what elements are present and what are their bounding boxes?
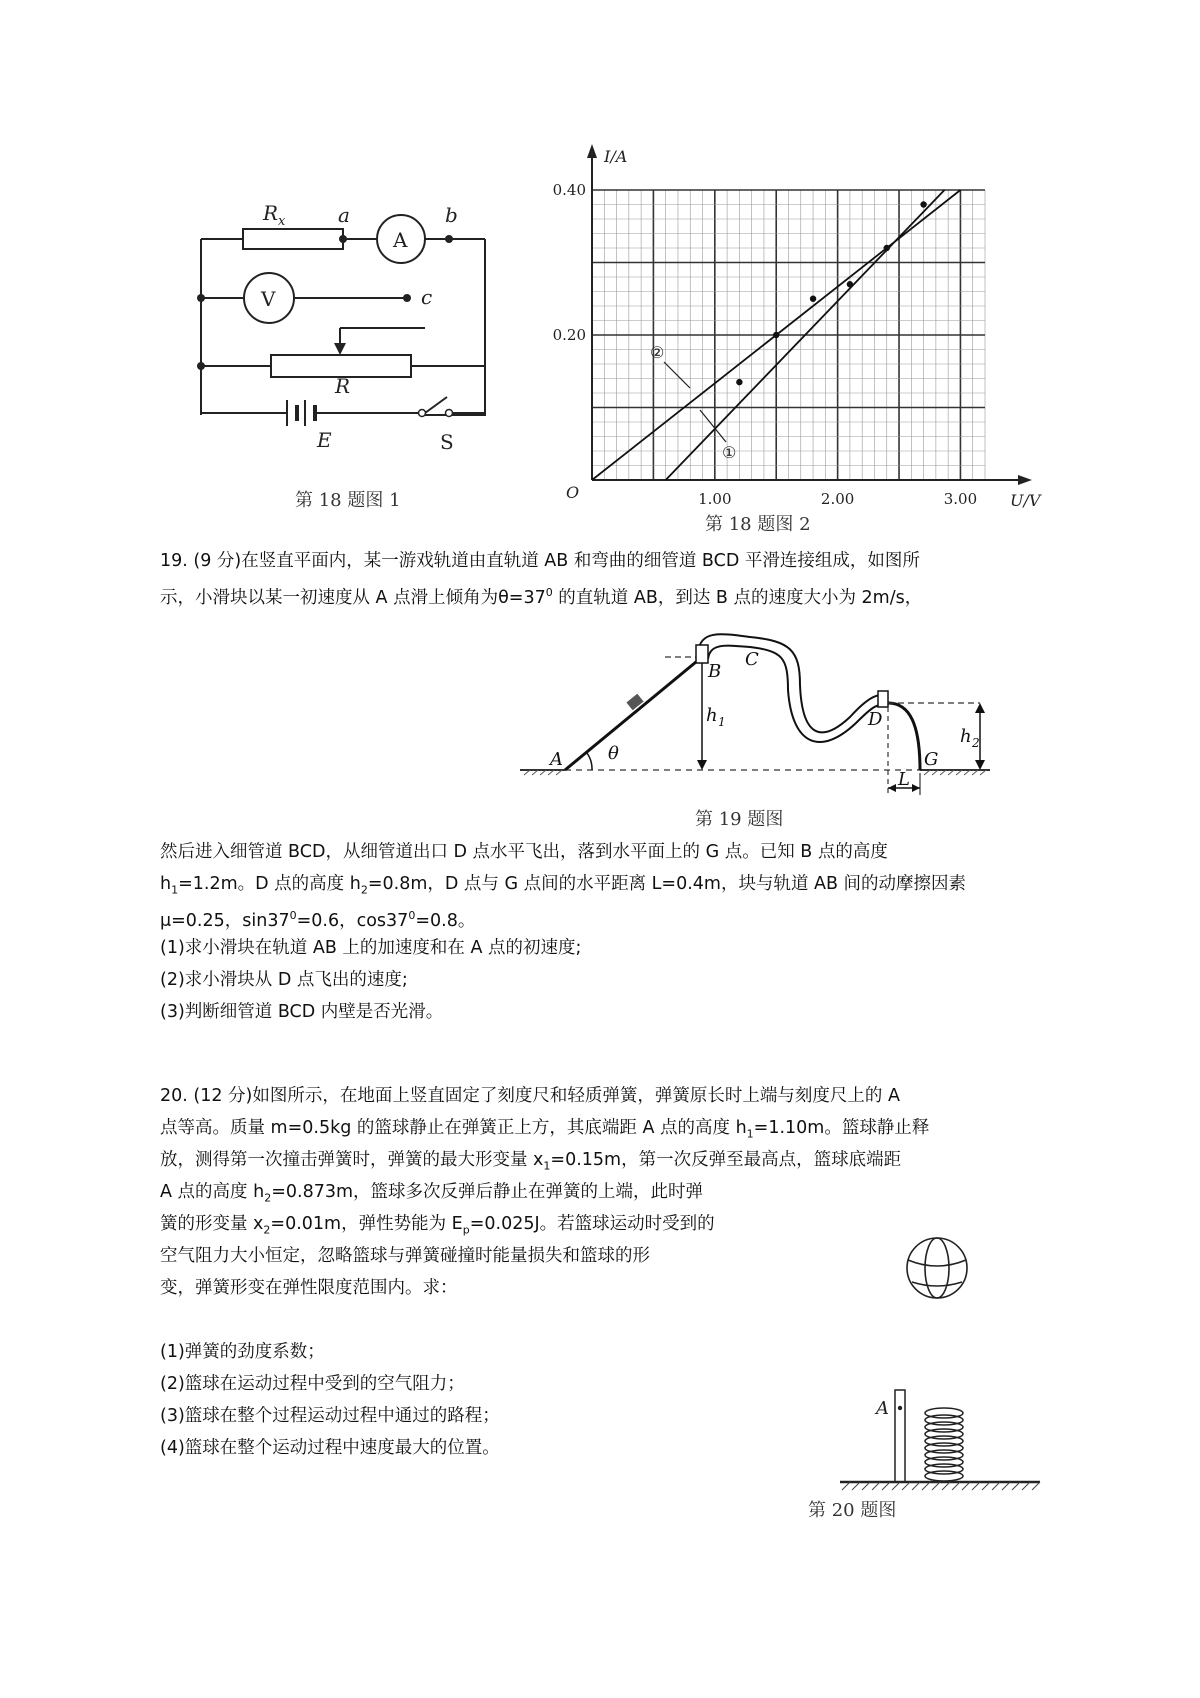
q20-sub2: (2)篮球在运动过程中受到的空气阻力； xyxy=(160,1374,465,1394)
q19-sub1: (1)求小滑块在轨道 AB 上的加速度和在 A 点的初速度; xyxy=(160,938,582,958)
data-point xyxy=(884,245,890,251)
label-B: B xyxy=(708,661,722,682)
x-tick-label: 2.00 xyxy=(820,490,855,508)
q20-sub4: (4)篮球在整个运动过程中速度最大的位置。 xyxy=(160,1438,500,1458)
label-h2: h xyxy=(960,726,972,747)
q20-sub3: (3)篮球在整个过程运动过程中通过的路程； xyxy=(160,1406,500,1426)
q20-line7: 变，弹簧形变在弹性限度范围内。求： xyxy=(160,1278,458,1298)
label-L: L xyxy=(898,769,910,790)
label-switch: S xyxy=(440,430,454,454)
label-rheostat: R xyxy=(335,374,351,398)
origin-label: O xyxy=(566,483,580,502)
figure-caption: 第 20 题图 xyxy=(808,1500,897,1521)
data-point xyxy=(773,332,779,338)
q20-line4: A 点的高度 $h_2=0.873m$，篮球多次反弹后静止在弹簧的上端，此时弹 xyxy=(160,1182,704,1205)
data-point xyxy=(736,379,742,385)
voltmeter-symbol: V xyxy=(261,287,276,311)
label-rx-sub: x xyxy=(278,214,286,229)
figure-caption: 第 18 题图 2 xyxy=(705,514,811,535)
data-point xyxy=(920,201,926,207)
ruler-icon xyxy=(895,1390,905,1482)
label-h1-sub: 1 xyxy=(718,715,726,729)
label-A: A xyxy=(550,749,563,770)
figure-caption: 第 19 题图 xyxy=(695,809,784,830)
q19-line3: 然后进入细管道 BCD，从细管道出口 D 点水平飞出，落到水平面上的 G 点。已知 B 点的高度 xyxy=(160,842,888,862)
spring-icon xyxy=(925,1408,963,1481)
label-emf: E xyxy=(317,428,332,452)
label-G: G xyxy=(924,749,939,770)
q20-line2: 点等高。质量 m=0.5kg 的篮球静止在弹簧正上方，其底端距 A 点的高度 $h_1=1.10m$。篮球静止释 xyxy=(160,1118,930,1141)
label-C: C xyxy=(745,649,759,670)
y-tick-label: 0.40 xyxy=(552,181,586,199)
q19-sub2: (2)求小滑块从 D 点飞出的速度; xyxy=(160,970,408,990)
q19-line2: 示，小滑块以某一初速度从 A 点滑上倾角为$\theta=37^0$ 的直轨道 AB，到达 B 点的速度大小为 2m/s， xyxy=(160,586,923,608)
data-point xyxy=(847,281,853,287)
basketball-icon xyxy=(907,1238,967,1298)
x-tick-label: 3.00 xyxy=(943,490,978,508)
ammeter-symbol: A xyxy=(393,228,408,252)
line-label-2: ② xyxy=(650,343,665,362)
circuit-diagram xyxy=(185,195,545,505)
q20-line1: 20. (12 分)如图所示，在地面上竖直固定了刻度尺和轻质弹簧，弹簧原长时上端与刻度尺上的 A xyxy=(160,1086,900,1106)
label-c: c xyxy=(421,285,433,309)
q20-line5: 簧的形变量 $x_2=0.01m$，弹性势能为 $E_p=0.025J$。若篮球运动时受到的 xyxy=(160,1214,715,1237)
q19-line4: $h_1=1.2m$。D 点的高度 $h_2=0.8m$，D 点与 G 点间的水平距离 L=0.4m，块与轨道 AB 间的动摩擦因素 xyxy=(160,874,967,897)
q19-line1: 19. (9 分)在竖直平面内，某一游戏轨道由直轨道 AB 和弯曲的细管道 BCD 平滑连接组成，如图所 xyxy=(160,551,920,571)
label-a: a xyxy=(338,203,350,227)
label-theta: θ xyxy=(608,743,619,764)
data-point xyxy=(810,296,816,302)
q19-sub3: (3)判断细管道 BCD 内壁是否光滑。 xyxy=(160,1002,444,1022)
figure-caption: 第 18 题图 1 xyxy=(295,490,401,511)
spring-ball-diagram xyxy=(840,1230,1080,1510)
q20-line3: 放，测得第一次撞击弹簧时，弹簧的最大形变量 $x_1=0.15m$，第一次反弹至最高点，篮球底端距 xyxy=(160,1150,902,1173)
q20-line6: 空气阻力大小恒定，忽略篮球与弹簧碰撞时能量损失和篮球的形 xyxy=(160,1246,650,1266)
label-A: A xyxy=(876,1398,889,1419)
track-diagram xyxy=(520,625,1000,830)
iu-graph xyxy=(550,140,1050,560)
x-tick-label: 1.00 xyxy=(698,490,732,508)
y-tick-label: 0.20 xyxy=(552,326,586,344)
label-h2-sub: 2 xyxy=(972,736,980,750)
q19-line5: μ=0.25，$\sin 37^0=0.6$，$\cos 37^0=0.8$。 xyxy=(160,909,476,931)
label-rx: R xyxy=(263,201,279,225)
y-axis-label: I/A xyxy=(604,147,628,166)
x-axis-label: U/V xyxy=(1010,491,1041,510)
label-D: D xyxy=(868,709,883,730)
q20-sub1: (1)弹簧的劲度系数； xyxy=(160,1342,325,1362)
label-h1: h xyxy=(706,705,718,726)
label-b: b xyxy=(445,203,458,227)
line-label-1: ① xyxy=(722,443,737,462)
